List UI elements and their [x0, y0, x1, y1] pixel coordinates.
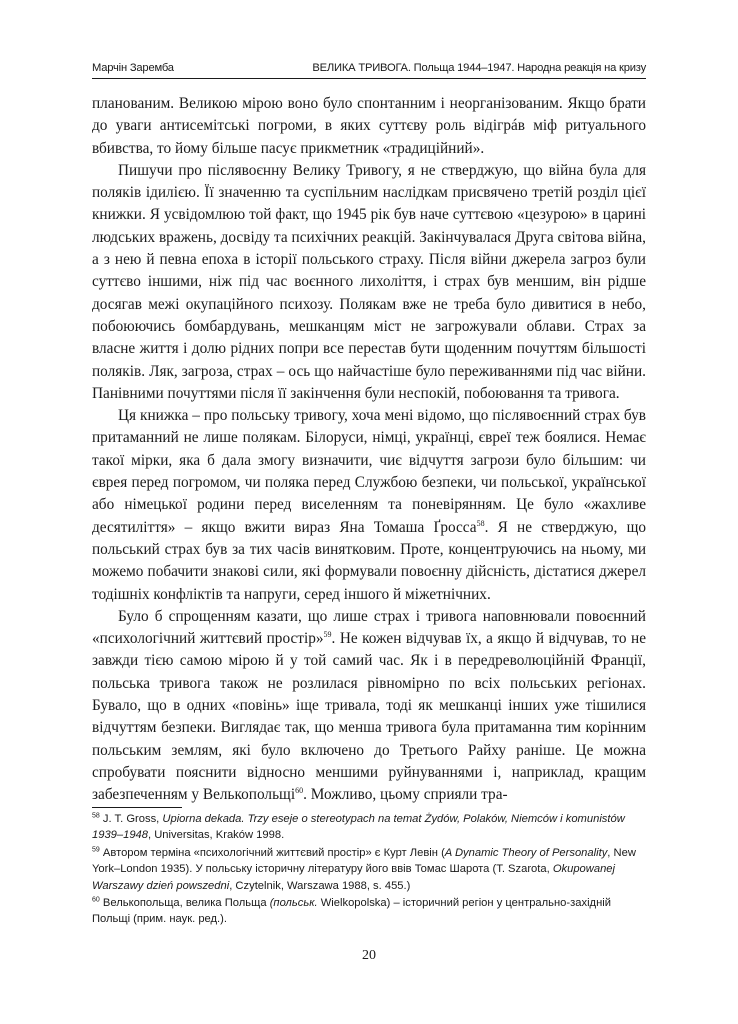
footnote-text: J. T. Gross, [99, 813, 163, 825]
paragraph-text: планованим. Великою мірою воно було спонтанним і неорганізованим. Якщо брати до уваги антисемітські погроми, в яких суттєву роль відігрáв міф ритуального вбивства, то йому більше пасує прикметник «традиційний». [92, 95, 646, 157]
body-paragraph [92, 160, 646, 405]
body-paragraph [92, 93, 646, 160]
footnote-separator [92, 807, 182, 808]
footnote-italic-text: (польськ. [269, 897, 318, 910]
footnote-text: , Czytelnik, Warszawa 1988, s. 455.) [229, 879, 411, 892]
footnote-text: Wielkopolska) – історичний регіон у центрально-західній Польщі (прим. наук. ред.). [92, 897, 611, 926]
footnote-reference: 60 [295, 786, 304, 796]
footnote-text: Автором терміна «психологічний життєвий простір» є Курт Левін ( [99, 846, 445, 859]
footnote-text: , New York–London 1935). У польську історичну літературу його ввів Томас Шарота (T. Szarota, [92, 846, 636, 876]
paragraph-text: . Я не стверджую, що польський страх був за тих часів винятковим. Проте, концентруючись на ньому, ми можемо побачити знакові сили, які формували повоєнну дійсність, дістатися джерел тодішніх конфліктів та напруги, серед іншого й міжетнічних. [92, 518, 646, 603]
footnote-number: 59 [92, 846, 100, 854]
header-book-title: ВЕЛИКА ТРИВОГА. Польща 1944–1947. Народна реакція на кризу [312, 62, 646, 74]
paragraph-text: . Не кожен відчував їх, а якщо й відчував, то не завжди тією самою мірою й у той самий час. Як і в передреволюційній Франції, польська тривога також не розлилася рівномірно по всіх польських регіонах. Бувало, що в одних «повінь» іще тривала, тоді як мешканці інших уже тішилися відчуттям безпеки. Виглядає так, що менша тривога була притаманна тим корінним польським землям, які було включено до Третього Райху раніше. Це можна спробувати пояснити відносно меншими руйнуваннями і, наприклад, кращим забезпеченням у Велькопольщі [92, 630, 646, 804]
header-author: Марчін Заремба [92, 62, 174, 74]
paragraph-text: Пишучи про післявоєнну Велику Тривогу, я не стверджую, що війна була для поляків ідилією. Її значенню та суспільним наслідкам присвячено третій розділ цієї книжки. Я усвідомлюю той факт, що 1945 рік був наче суттєвою «цезурою» в царині людських вражень, досвіду та психічних реакцій. Закінчувалася Друга світова війна, а з нею й певна епоха в історії польського страху. Після війни джерела загроз були суттєво іншими, ніж під час воєнного лихоліття, і страх був меншим, він рідше досягав межі окупаційного психозу. Полякам вже не треба було дивитися в небо, побоюючись бомбардувань, мешканцям міст не загрожували облави. Страх за власне життя і долю рідних попри все перестав бути щоденним почуттям більшості поляків. Ляк, загроза, страх – ось що найчастіше було переживаннями під час війни. Панівними почуттями після її закінчення були неспокій, побоювання та тривога. [92, 161, 646, 402]
paragraph-text: . Можливо, цьому сприяли тра- [303, 786, 508, 804]
footnotes [92, 811, 646, 929]
body-paragraph [92, 405, 646, 606]
running-header [92, 62, 646, 79]
footnote-text: Велькопольща, велика Польща [99, 897, 270, 910]
page-number: 20 [362, 948, 376, 963]
footnote [92, 845, 646, 894]
footnote-reference: 59 [323, 630, 332, 640]
footnote-italic-text: Upiorna dekada. Trzy eseje o stereotypach na temat Żydów, Polaków, Niemców i komunistów 1939–1948 [92, 813, 625, 842]
footnote-italic-text: A Dynamic Theory of Personality [444, 846, 608, 859]
footnote-number: 60 [92, 896, 100, 904]
main-text [92, 93, 646, 807]
footnote-text: , Universitas, Kraków 1998. [148, 829, 285, 842]
footnote [92, 895, 646, 928]
paragraph-text: Ця книжка – про польську тривогу, хоча мені відомо, що післявоєнний страх був притаманний не лише полякам. Білоруси, німці, українці, євреї теж боялися. Немає такої мірки, яка б дала змогу визначити, чиє відчуття загрози було більшим: чи єврея перед погромом, чи поляка перед Службою безпеки, чи польської, української або німецької родини перед виселенням та поневірянням. Це було «жахливе десятиліття» – якщо вжити вираз Яна Томаша Ґросса [92, 407, 646, 536]
footnote [92, 811, 646, 844]
footnote-italic-text: Okupowanej Warszawy dzień powszedni [92, 863, 616, 892]
body-paragraph [92, 606, 646, 807]
paragraph-text: Було б спрощенням казати, що лише страх і тривога наповнювали повоєнний «психологічний життєвий простір» [92, 607, 646, 648]
footnote-number: 58 [92, 812, 100, 820]
footnote-reference: 58 [476, 518, 485, 528]
